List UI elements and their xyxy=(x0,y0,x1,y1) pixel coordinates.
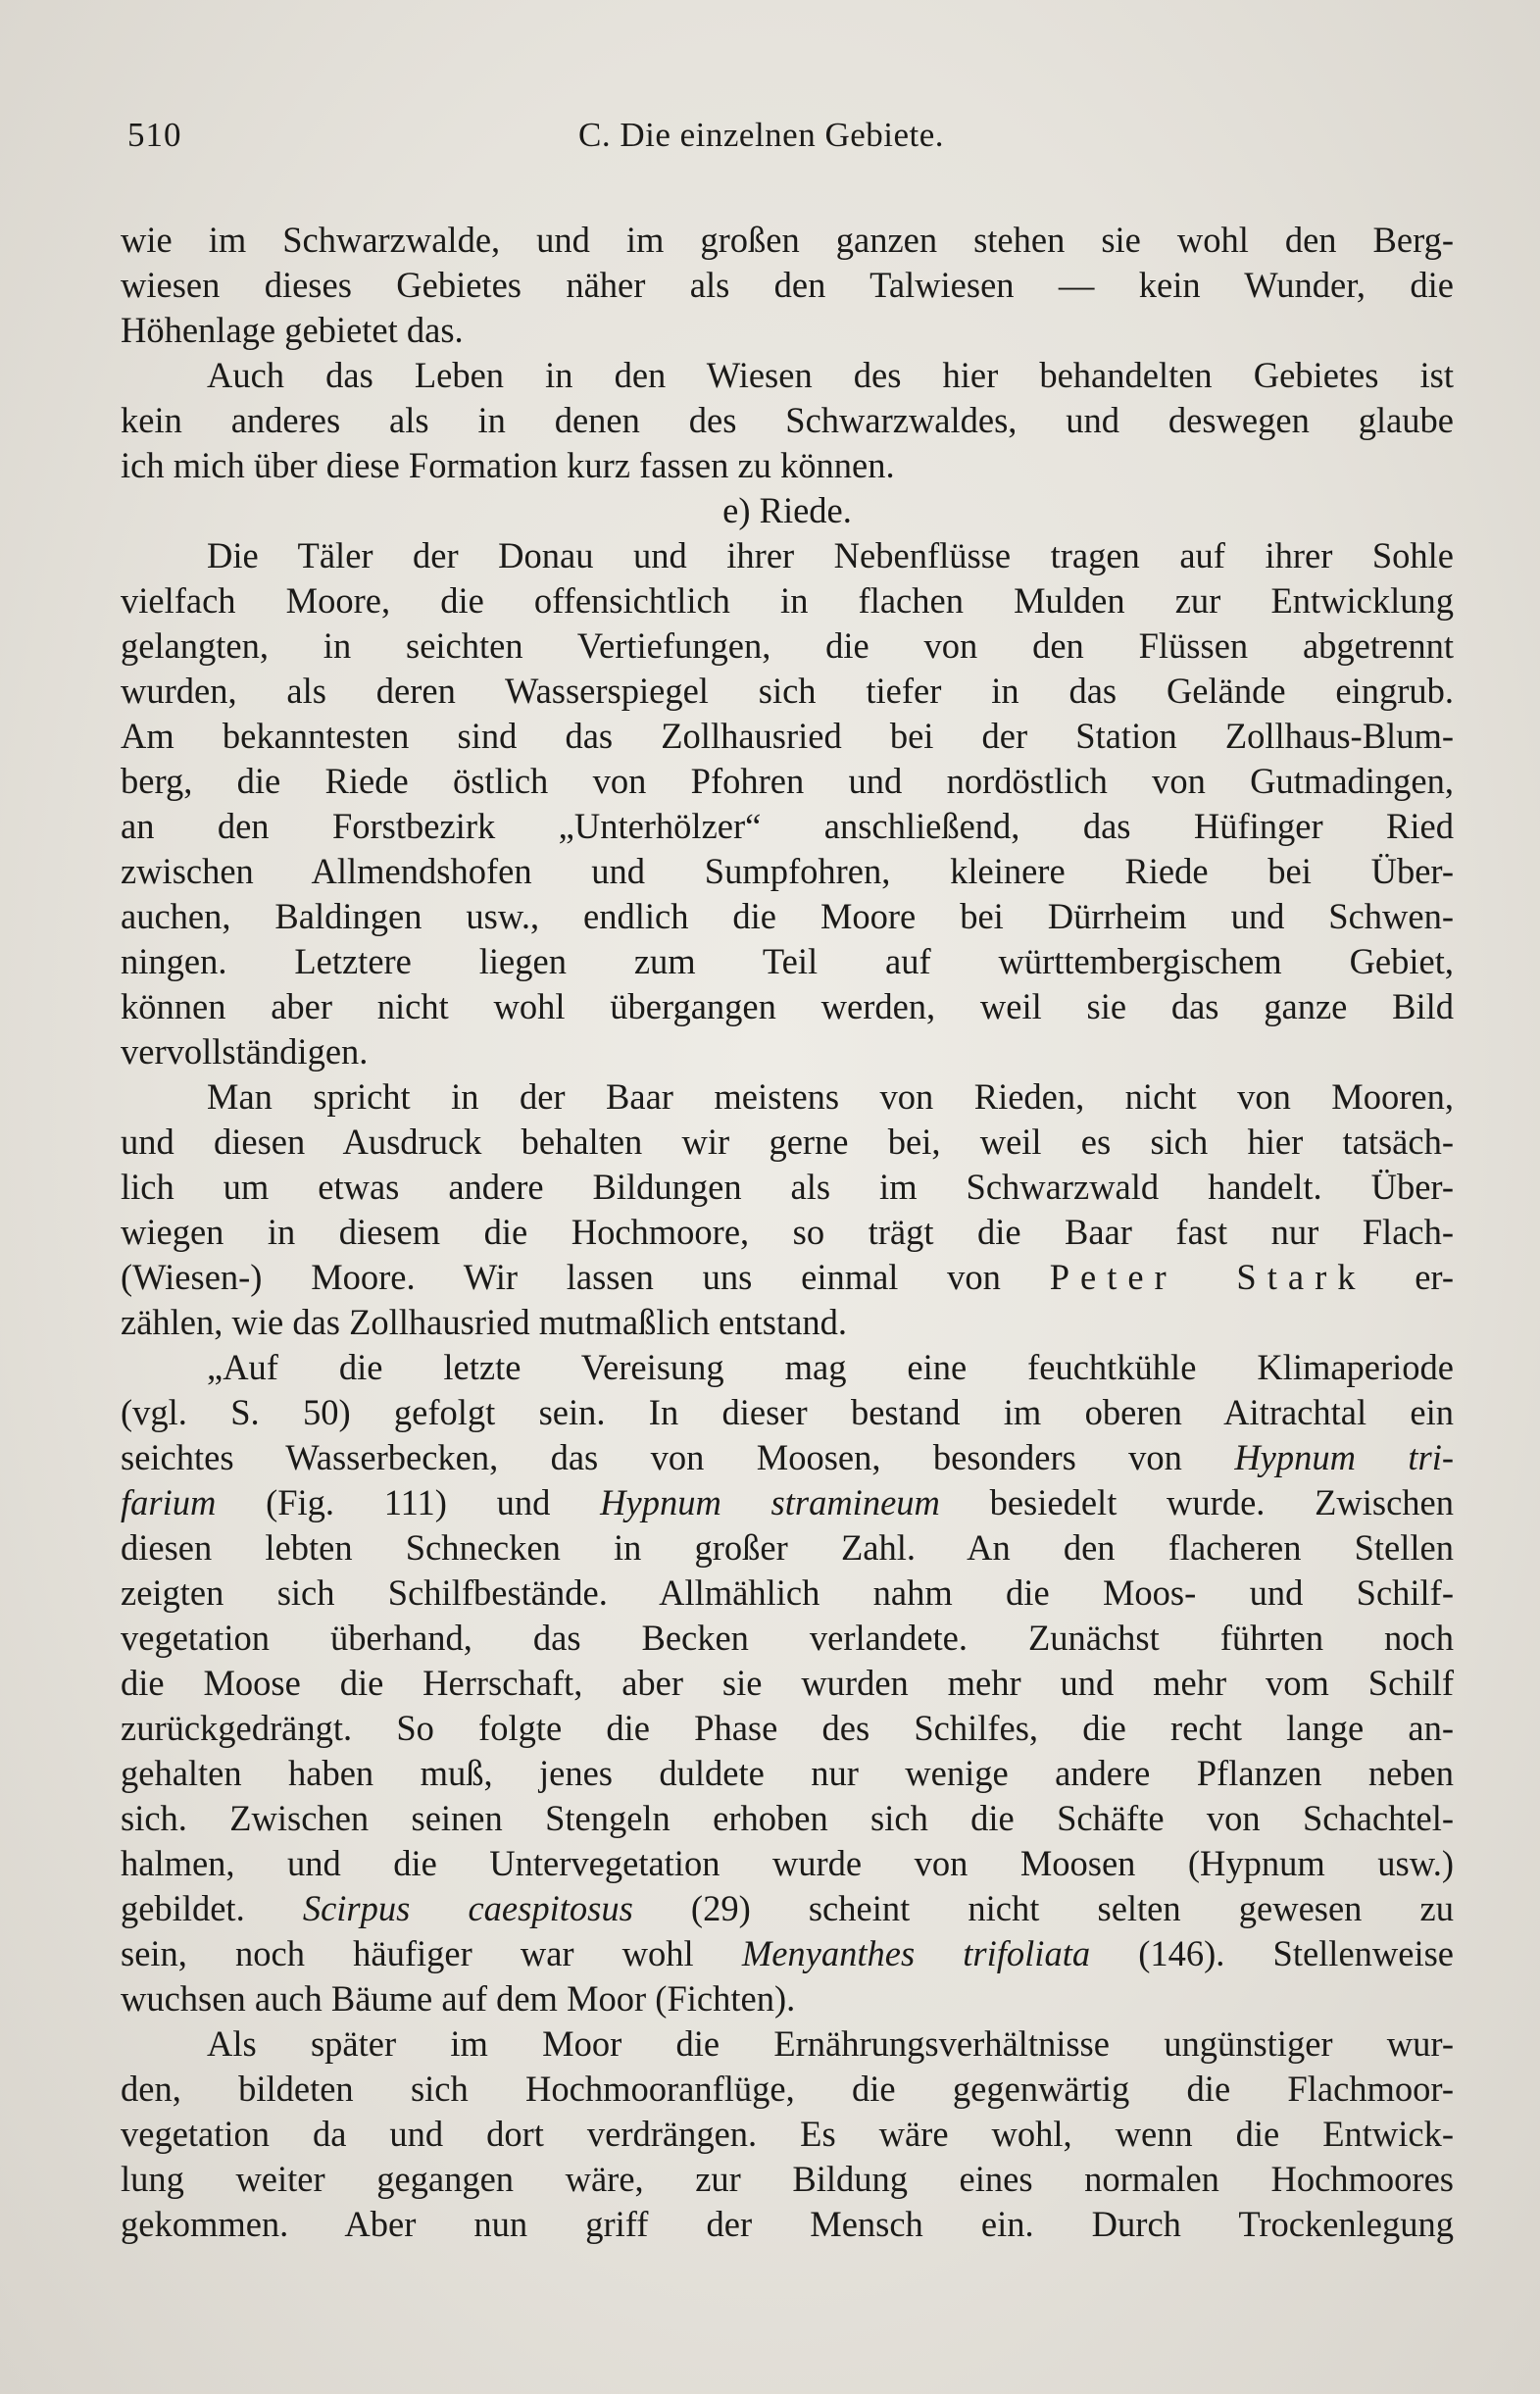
text-segment: sein, noch häufiger war wohl xyxy=(121,1933,742,1973)
paragraph-start-line: Die Täler der Donau und ihrer Nebenflüsse tragen auf ihrer Sohle xyxy=(207,535,1454,575)
text-line: Am bekanntesten sind das Zollhausried bei der Station Zollhaus-Blum- xyxy=(121,716,1454,756)
text-line: Höhenlage gebietet das. xyxy=(121,310,464,350)
text-line: wurden, als deren Wasserspiegel sich tiefer in das Gelände eingrub. xyxy=(121,671,1454,711)
page-header xyxy=(0,116,1540,175)
text-line: und diesen Ausdruck behalten wir gerne bei, weil es sich hier tatsäch- xyxy=(121,1122,1454,1162)
species-name: Scirpus caespitosus xyxy=(302,1888,633,1928)
species-name: Hypnum stramineum xyxy=(600,1482,940,1522)
text-line: wie im Schwarzwalde, und im großen ganzen stehen sie wohl den Berg- xyxy=(121,220,1454,260)
text-line: sich. Zwischen seinen Stengeln erhoben sich die Schäfte von Schachtel- xyxy=(121,1798,1454,1838)
text-line: wuchsen auch Bäume auf dem Moor (Fichten). xyxy=(121,1978,796,2019)
text-segment: besiedelt wurde. Zwischen xyxy=(939,1482,1455,1522)
text-line: vegetation da und dort verdrängen. Es wäre wohl, wenn die Entwick- xyxy=(121,2114,1454,2154)
text-line: wiegen in diesem die Hochmoore, so trägt die Baar fast nur Flach- xyxy=(121,1212,1454,1252)
text-segment: (Fig. 111) und xyxy=(216,1482,601,1522)
text-segment: (146). Stellenweise xyxy=(1090,1933,1455,1973)
text-line: zeigten sich Schilfbestände. Allmählich nahm die Moos- und Schilf- xyxy=(121,1572,1454,1613)
text-line: vervollständigen. xyxy=(121,1031,369,1072)
text-line xyxy=(121,1435,1454,1480)
text-line: ich mich über diese Formation kurz fassen zu können. xyxy=(121,445,895,485)
text-line: vielfach Moore, die offensichtlich in flachen Mulden zur Entwicklung xyxy=(121,580,1454,621)
text-line: lich um etwas andere Bildungen als im Schwarzwald handelt. Über- xyxy=(121,1167,1454,1207)
text-line: zählen, wie das Zollhausried mutmaßlich entstand. xyxy=(121,1302,847,1342)
page-number: 510 xyxy=(127,116,182,154)
text-segment: seichtes Wasserbecken, das von Moosen, besonders von xyxy=(121,1437,1235,1477)
text-line: berg, die Riede östlich von Pfohren und nordöstlich von Gutmadingen, xyxy=(121,761,1454,801)
text-line: an den Forstbezirk „Unterhölzer“ anschließend, das Hüfinger Ried xyxy=(121,806,1454,846)
text-line xyxy=(121,1931,1454,1976)
text-segment: er- xyxy=(1366,1257,1455,1297)
paragraph-start-line: Auch das Leben in den Wiesen des hier behandelten Gebietes ist xyxy=(207,355,1454,395)
text-segment: (Wiesen-) Moore. Wir lassen uns einmal von xyxy=(121,1257,1050,1297)
text-line xyxy=(121,1886,1454,1931)
section-heading: e) Riede. xyxy=(722,490,852,530)
running-head: C. Die einzelnen Gebiete. xyxy=(578,116,945,154)
text-line: vegetation überhand, das Becken verlandete. Zunächst führten noch xyxy=(121,1618,1454,1658)
text-line: die Moose die Herrschaft, aber sie wurden mehr und mehr vom Schilf xyxy=(121,1663,1454,1703)
species-name: Menyanthes trifoliata xyxy=(741,1933,1091,1973)
text-line: zurückgedrängt. So folgte die Phase des Schilfes, die recht lange an- xyxy=(121,1708,1454,1748)
text-line: gekommen. Aber nun griff der Mensch ein. Durch Trockenlegung xyxy=(121,2204,1454,2244)
text-segment: (29) scheint nicht selten gewesen zu xyxy=(632,1888,1455,1928)
text-segment: gebildet. xyxy=(121,1888,303,1928)
text-line: ningen. Letztere liegen zum Teil auf württembergischem Gebiet, xyxy=(121,941,1454,981)
text-line: kein anderes als in denen des Schwarzwaldes, und deswegen glaube xyxy=(121,400,1454,440)
text-line: wiesen dieses Gebietes näher als den Talwiesen — kein Wunder, die xyxy=(121,265,1454,305)
text-line: auchen, Baldingen usw., endlich die Moore bei Dürrheim und Schwen- xyxy=(121,896,1454,936)
species-name: farium xyxy=(121,1482,217,1522)
paragraph-start-line: Man spricht in der Baar meistens von Rieden, nicht von Mooren, xyxy=(207,1076,1454,1117)
text-line: gelangten, in seichten Vertiefungen, die von den Flüssen abgetrennt xyxy=(121,625,1454,666)
text-line: können aber nicht wohl übergangen werden, weil sie das ganze Bild xyxy=(121,986,1454,1026)
text-line: gehalten haben muß, jenes duldete nur wenige andere Pflanzen neben xyxy=(121,1753,1454,1793)
text-line xyxy=(121,1480,1454,1525)
species-name: Hypnum tri- xyxy=(1234,1437,1454,1477)
text-line: diesen lebten Schnecken in großer Zahl. An den flacheren Stellen xyxy=(121,1527,1454,1568)
body-text xyxy=(121,218,1454,2247)
text-line: (vgl. S. 50) gefolgt sein. In dieser bestand im oberen Aitrachtal ein xyxy=(121,1392,1454,1432)
text-line: halmen, und die Untervegetation wurde von Moosen (Hypnum usw.) xyxy=(121,1843,1454,1883)
text-line: lung weiter gegangen wäre, zur Bildung eines normalen Hochmoores xyxy=(121,2159,1454,2199)
quote-start-line: „Auf die letzte Vereisung mag eine feuchtkühle Klimaperiode xyxy=(207,1347,1454,1387)
text-line: den, bildeten sich Hochmooranflüge, die gegenwärtig die Flachmoor- xyxy=(121,2069,1454,2109)
paragraph-start-line: Als später im Moor die Ernährungsverhältnisse ungünstiger wur- xyxy=(207,2023,1454,2064)
text-line xyxy=(121,1255,1454,1300)
text-line: zwischen Allmendshofen und Sumpfohren, kleinere Riede bei Über- xyxy=(121,851,1454,891)
author-name-spaced: Peter Stark xyxy=(1049,1257,1366,1297)
